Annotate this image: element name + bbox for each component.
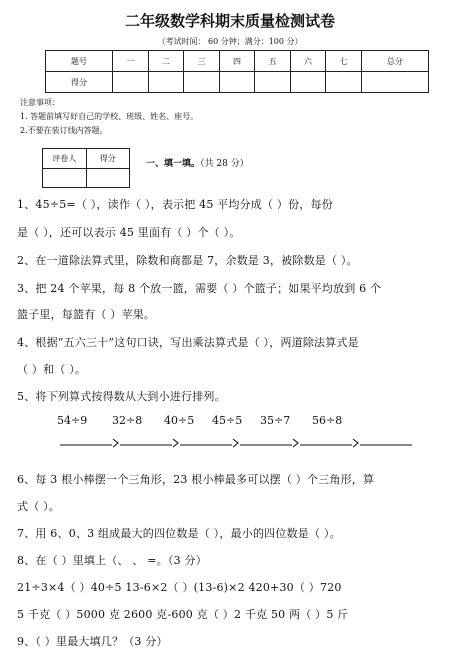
grader-score-label: 得分	[86, 149, 130, 169]
score-cell	[184, 72, 220, 93]
section-points: （共 28 分）	[200, 159, 249, 169]
score-header-cell: 二	[148, 51, 184, 72]
score-header-cell: 七	[326, 51, 362, 72]
note-item: 1. 答题前填写好自己的学校、班级、姓名、座号。	[20, 112, 199, 121]
score-header-cell: 总分	[361, 51, 428, 72]
greater-than-sign	[293, 439, 298, 447]
notes	[20, 96, 198, 138]
expression: 32÷8	[112, 414, 143, 427]
question-line: 是（ ），还可以表示 45 里面有（ ）个（ ）。	[17, 226, 241, 239]
expression: 54÷9	[57, 414, 88, 427]
score-table-header-row	[46, 51, 429, 72]
grader-label: 评卷人	[43, 149, 87, 169]
greater-than-sign	[353, 439, 358, 447]
score-header-cell: 三	[184, 51, 220, 72]
score-header-cell: 题号	[46, 51, 113, 72]
question-line: 1、45÷5=（ ），读作（ ），表示把 45 平均分成（ ）份，每份	[17, 198, 333, 211]
question-line: 4、根据“五六三十”这句口诀，写出乘法算式是（ ），两道除法算式是	[17, 336, 359, 349]
score-cell	[255, 72, 291, 93]
score-table-score-row	[46, 72, 429, 93]
score-cell	[148, 72, 184, 93]
notes-heading: 注意事项：	[20, 98, 60, 107]
greater-than-sign	[233, 439, 238, 447]
question-line: 6、每 3 根小棒摆一个三角形，23 根小棒最多可以摆（ ）个三角形，算	[17, 473, 375, 486]
question-line: 5 千克（ ）5000 克 2600 克-600 克（ ）2 千克 50 两（ ）5 斤	[17, 608, 349, 621]
greater-than-sign	[113, 439, 118, 447]
score-table	[45, 50, 429, 93]
grader-table	[42, 148, 130, 188]
question-line: （ ）和（ ）。	[17, 363, 87, 376]
score-cell	[290, 72, 326, 93]
greater-than-sign	[173, 439, 178, 447]
question-line: 7、用 6、0、3 组成最大的四位数是（ ），最小的四位数是（ ）。	[17, 527, 341, 540]
note-item: 2.不要在装订线内答题。	[20, 126, 108, 135]
grader-score-cell	[86, 168, 130, 188]
score-header-cell: 五	[255, 51, 291, 72]
expression: 45÷5	[212, 414, 243, 427]
score-cell	[113, 72, 149, 93]
question-line: 3、把 24 个苹果，每 8 个放一篮，需要（ ）个篮子；如果平均放到 6 个	[17, 282, 382, 295]
expression: 35÷7	[260, 414, 291, 427]
score-cell	[219, 72, 255, 93]
score-cell	[361, 72, 428, 93]
grader-cell	[43, 168, 87, 188]
score-header-cell: 四	[219, 51, 255, 72]
question-line: 21÷3×4（ ）40÷5 13-6×2（ ）(13-6)×2 420+30（ ）720	[17, 581, 342, 594]
question-line: 篮子里，每篮有（ ）苹果。	[17, 308, 156, 321]
question-line: 式（ ）。	[17, 500, 60, 513]
page-title: 二年级数学科期末质量检测试卷	[124, 12, 335, 30]
expression: 40÷5	[164, 414, 195, 427]
score-header-cell: 六	[290, 51, 326, 72]
section-title: 一、填一填。	[146, 159, 201, 169]
answer-chain	[60, 434, 440, 448]
question-line: 5、将下列算式按得数从大到小进行排列。	[17, 390, 226, 403]
question-line: 9、（ ）里最大填几？（3 分）	[17, 635, 168, 648]
score-cell	[326, 72, 362, 93]
expression: 56÷8	[312, 414, 343, 427]
section-heading	[146, 156, 249, 169]
score-row-label: 得分	[46, 72, 113, 93]
score-header-cell: 一	[113, 51, 149, 72]
question-line: 8、在（ ）里填上（、 、 =。（3 分）	[17, 554, 207, 567]
question-line: 2、在一道除法算式里，除数和商都是 7，余数是 3，被除数是（ ）。	[17, 254, 358, 267]
exam-info: （考试时间： 60 分钟；满分：100 分）	[157, 37, 303, 46]
